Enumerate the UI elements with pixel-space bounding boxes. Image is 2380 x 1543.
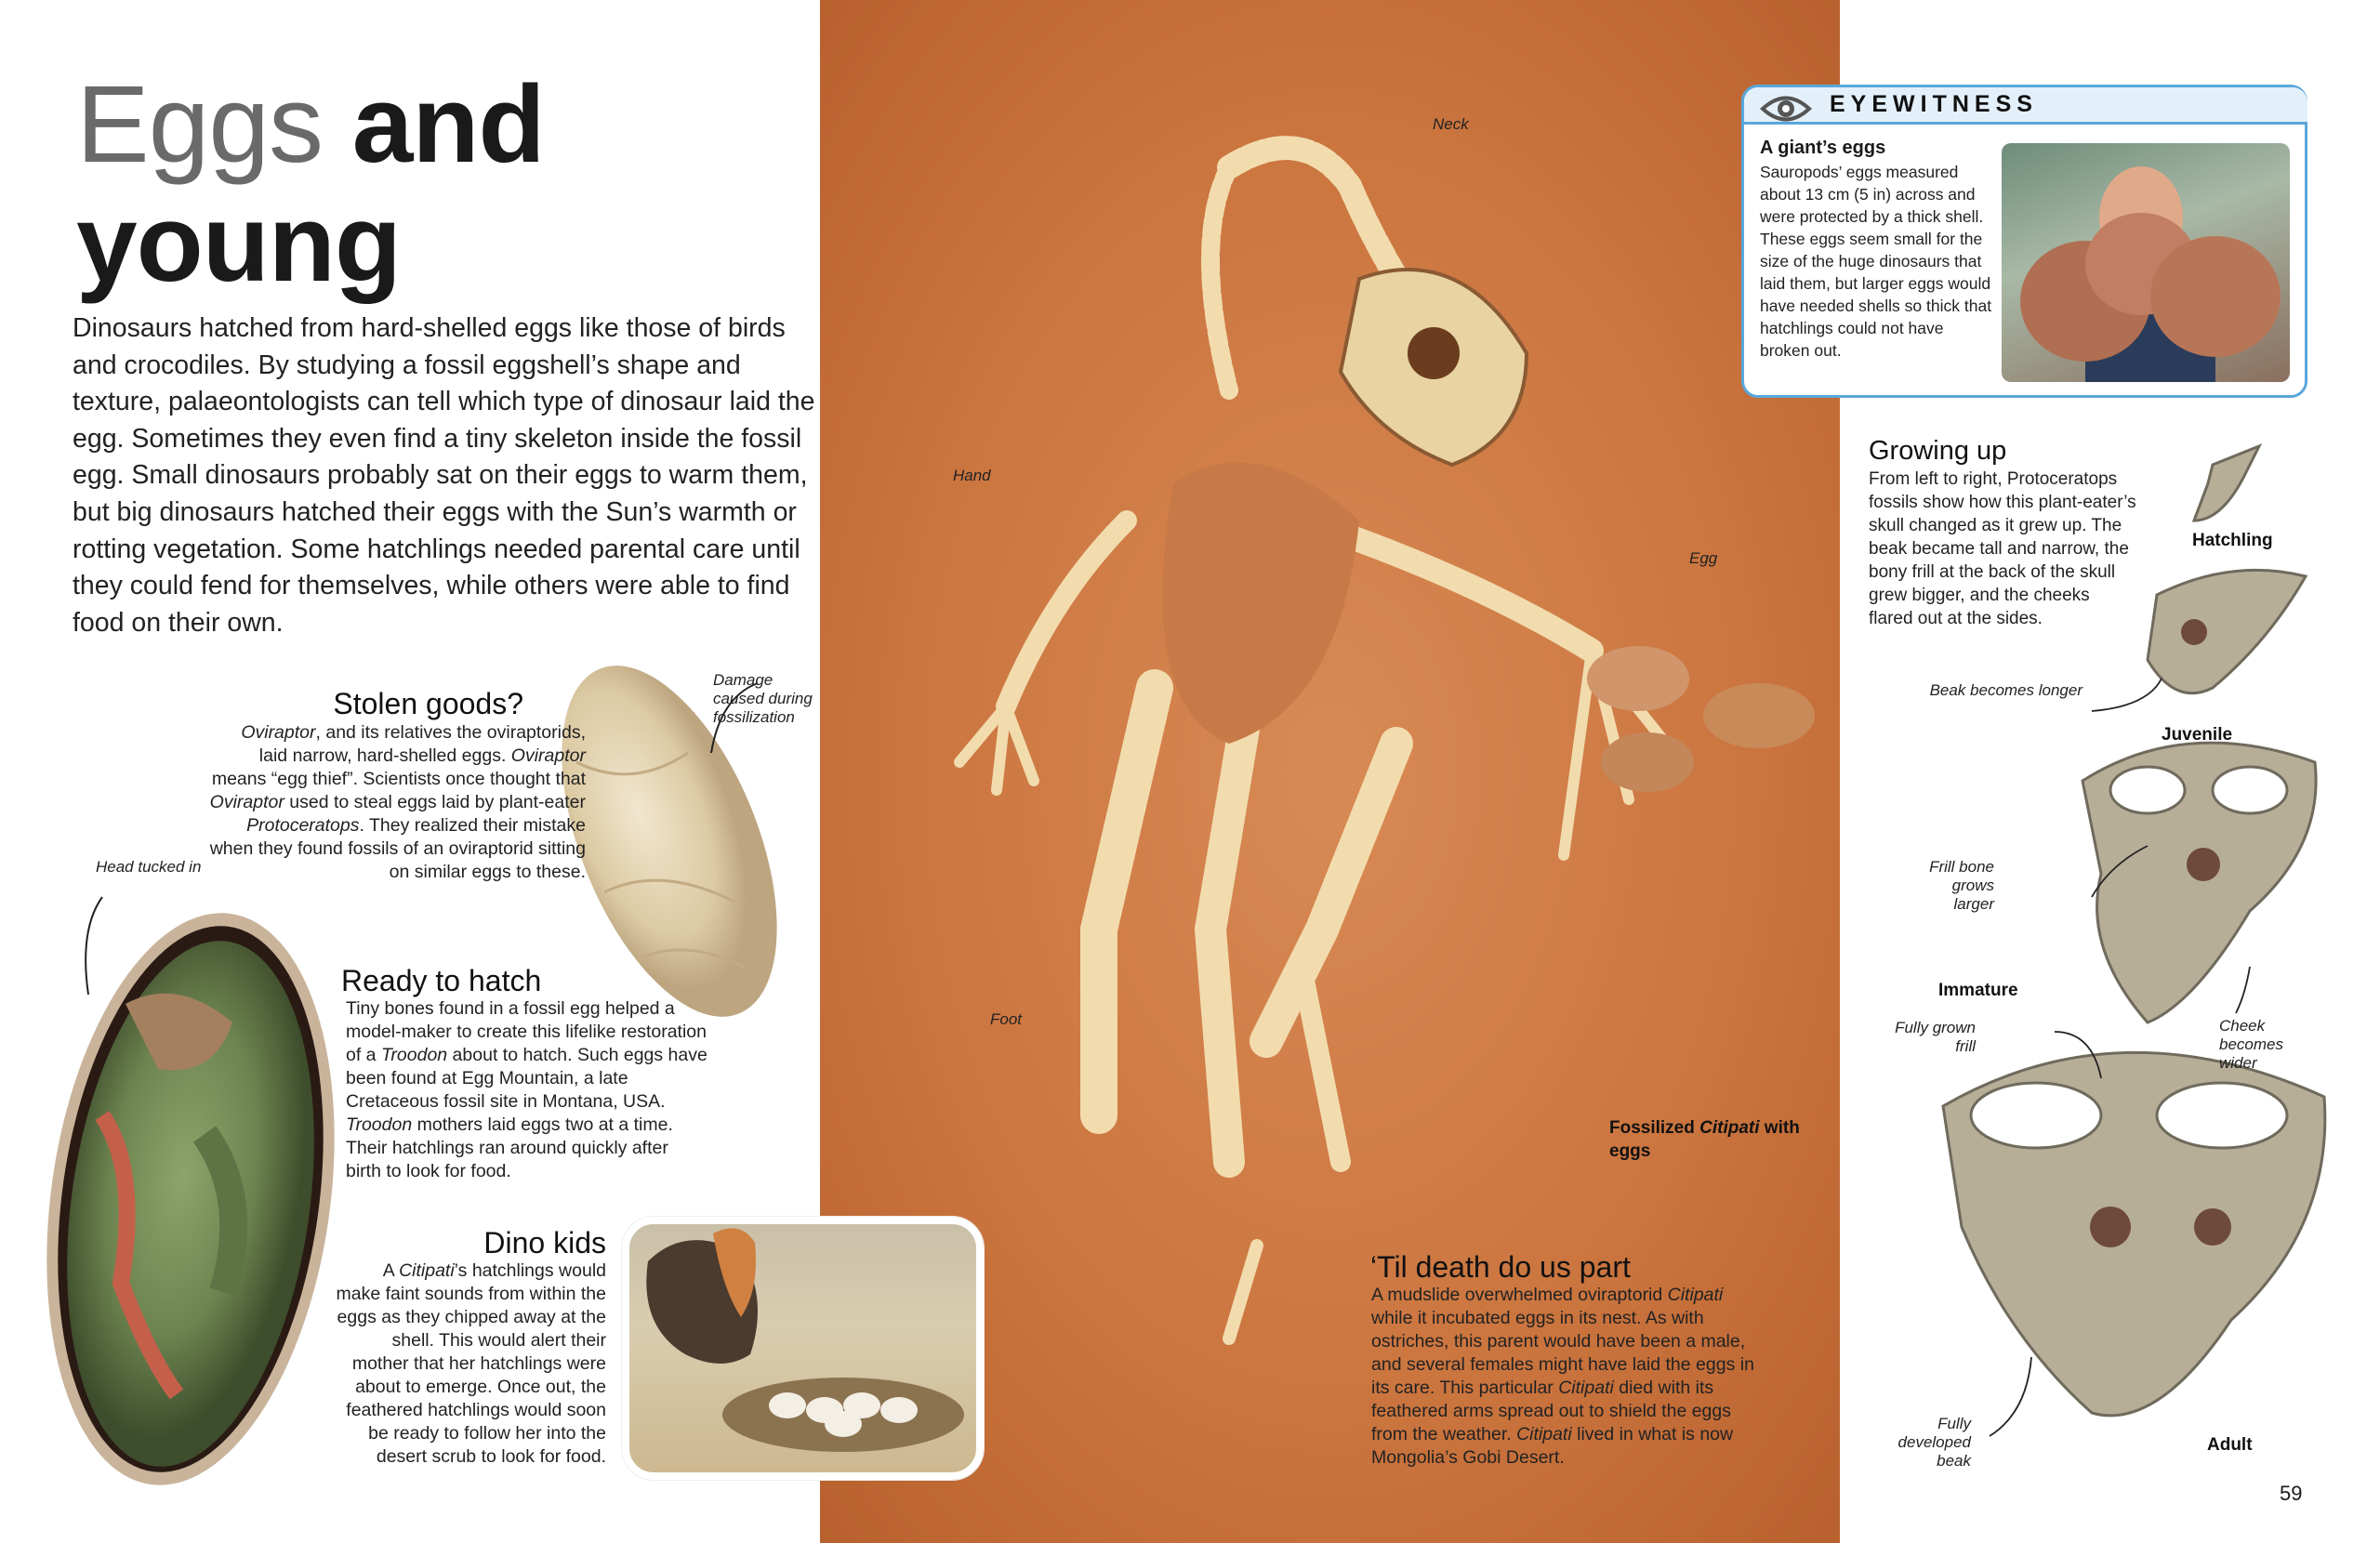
growing-up-heading: Growing up (1869, 436, 2007, 466)
dino-kids-heading: Dino kids (483, 1226, 606, 1259)
text-segment: ’s hatchlings would make faint sounds from within the eggs as they chipped away at the shell. This would alert their mother that her hatchlings were about to emerge. Once out, the feathered hatchlings would soon be ready to follow her into the desert scrub to look for food. (336, 1260, 606, 1467)
title-word: and (351, 63, 545, 186)
pointer-line (74, 892, 112, 1004)
italic-text: Citipati (1699, 1118, 1760, 1138)
til-death-body (1371, 1284, 1762, 1470)
hand-label: Hand (953, 467, 991, 484)
page-number: 59 (2280, 1482, 2303, 1505)
sauropod-eggs-photo (2002, 143, 2290, 382)
text-segment: , and its relatives the oviraptorids, laid narrow, hard-shelled eggs. (258, 722, 586, 766)
juvenile-label: Juvenile (2162, 725, 2233, 745)
stolen-goods-heading: Stolen goods? (333, 687, 523, 720)
protoceratops-skulls-illustration (1878, 428, 2343, 1497)
italic-text: Citipati (399, 1260, 455, 1281)
italic-text: Troodon (346, 1114, 413, 1135)
text-segment: about to hatch. Such eggs have been found at Egg Mountain, a late Cretaceous fossil site in Montana, USA. (346, 1045, 707, 1112)
hatchling-label: Hatchling (2192, 531, 2273, 550)
text-segment: means “egg thief”. Scientists once thought that (211, 769, 586, 789)
citipati-nest-illustration (629, 1224, 976, 1472)
full-frill-label: Fully grown frill (1895, 1019, 1976, 1055)
growing-up-body: From left to right, Protoceratops fossils show how this plant-eater’s skull changed as it grew up. The beak became tall and narrow, the bony frill at the back of the skull grew bigger, and the cheeks flared out at the sides. (1869, 469, 2136, 628)
full-beak-label: Fully developed beak (1897, 1415, 1971, 1470)
immature-label: Immature (1938, 981, 2018, 1000)
italic-text: Citipati (1667, 1285, 1724, 1305)
text-segment: mothers laid eggs two at a time. Their hatchlings ran around quickly after birth to look for food. (346, 1114, 673, 1181)
til-death-heading: ‘Til death do us part (1370, 1250, 1631, 1284)
cheek-label: Cheek becomes wider (2219, 1017, 2283, 1072)
italic-text: Protoceratops (246, 815, 360, 836)
italic-text: Oviraptor (241, 722, 316, 743)
italic-text: Troodon (380, 1045, 448, 1065)
page-title (76, 65, 545, 303)
text-segment: A mudslide overwhelmed oviraptorid (1371, 1285, 1668, 1305)
frill-label: Frill bone grows larger (1929, 858, 1994, 913)
stolen-goods-body (209, 721, 586, 884)
beak-label: Beak becomes longer (1929, 681, 2082, 699)
neck-label: Neck (1433, 115, 1469, 133)
text-segment: while it incubated eggs in its nest. As with ostriches, this parent would have been a male, and several females might have laid the eggs in its care. This particular (1371, 1308, 1754, 1398)
text-segment: Fossilized (1609, 1118, 1700, 1138)
text-segment: A (382, 1260, 400, 1281)
egg-label: Egg (1689, 549, 1718, 567)
adult-label: Adult (2207, 1435, 2253, 1455)
hatchling-skull (2194, 446, 2259, 521)
eyewitness-subheading: A giant’s eggs (1760, 138, 1886, 158)
foot-label: Foot (990, 1010, 1023, 1028)
text-segment: . They realized their mistake when they found fossils of an oviraptorid sitting on similar eggs to these. (209, 815, 586, 882)
dino-kids-photo (622, 1217, 984, 1480)
fossil-caption (1609, 1116, 1805, 1163)
title-word: Eggs (76, 63, 323, 186)
italic-text: Citipati (1516, 1424, 1572, 1444)
eye-icon (1759, 91, 1813, 126)
juvenile-skull (2148, 570, 2306, 692)
eyewitness-title: EYEWITNESS (1830, 91, 2038, 117)
eyewitness-box (1741, 85, 2307, 398)
text-segment: lived in what is now Mongolia’s Gobi Desert. (1371, 1424, 1734, 1468)
text-segment: Tiny bones found in a fossil egg helped a model-maker to create this lifelike restoration of a (346, 998, 707, 1065)
text-segment: used to steal eggs laid by plant-eater (284, 792, 586, 812)
italic-text: Oviraptor (209, 792, 284, 812)
ready-to-hatch-heading: Ready to hatch (341, 964, 542, 997)
dino-kids-body (335, 1259, 606, 1469)
title-word: young (76, 182, 401, 305)
italic-text: Oviraptor (510, 745, 586, 766)
ready-to-hatch-body (346, 997, 708, 1183)
damage-label: Damage caused during fossilization (713, 671, 813, 726)
text-segment: died with its feathered arms spread out to shield the eggs from the weather. (1371, 1378, 1731, 1444)
head-tucked-label: Head tucked in (96, 858, 202, 876)
intro-paragraph: Dinosaurs hatched from hard-shelled eggs like those of birds and crocodiles. By studying a fossil eggshell’s shape and texture, palaeontologists can tell which type of dinosaur laid the egg. Sometimes they even find a tiny skeleton inside the fossil egg. Small dinosaurs probably sat on their eggs to warm them, but big dinosaurs hatched their eggs with the Sun’s warmth or rotting vegetation. Some hatchlings needed parental care until they could fend for themselves, while others were able to find food on their own. (73, 313, 815, 638)
italic-text: Citipati (1558, 1378, 1614, 1398)
text-segment: with eggs (1609, 1118, 1800, 1161)
eyewitness-body: Sauropods’ eggs measured about 13 cm (5 in) across and were protected by a thick shell. These eggs seem small for the size of the huge dinosaurs that laid them, but larger eggs would have needed shells so thick that hatchlings could not have broken out. (1760, 163, 1992, 360)
